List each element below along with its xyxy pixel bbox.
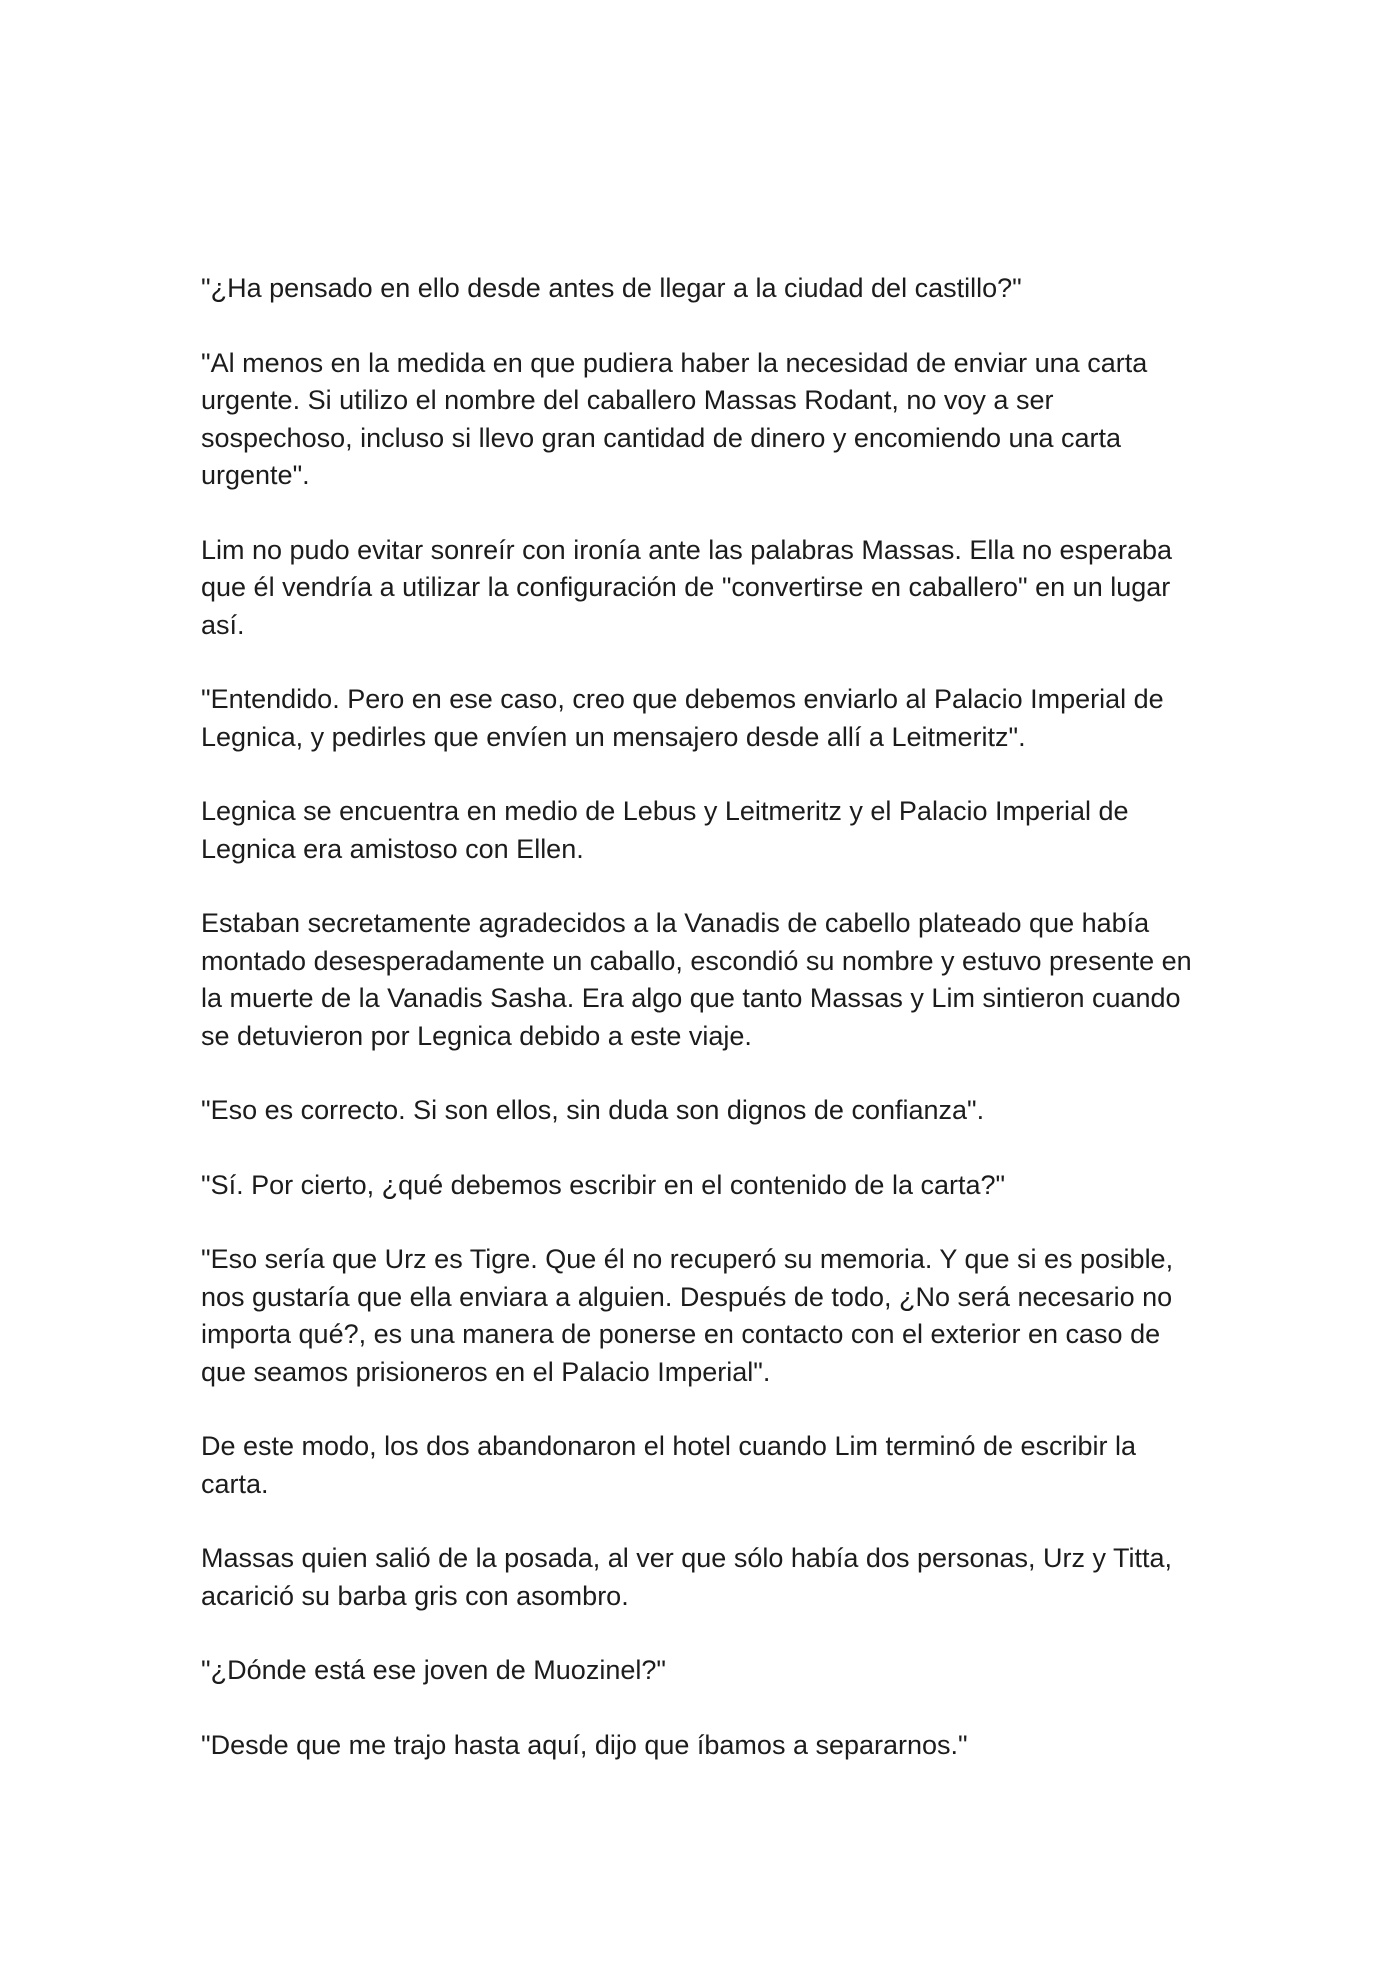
document-body bbox=[201, 270, 1206, 1801]
paragraph-6: Estaban secretamente agradecidos a la Vanadis de cabello plateado que había montado desesperadamente un caballo, escondió su nombre y estuvo presente en la muerte de la Vanadis Sasha. Era algo que tanto Massas y Lim sintieron cuando se detuvieron por Legnica debido a este viaje. bbox=[201, 908, 1192, 1051]
paragraph-7: "Eso es correcto. Si son ellos, sin duda son dignos de confianza". bbox=[201, 1095, 985, 1125]
paragraph-8: "Sí. Por cierto, ¿qué debemos escribir en el contenido de la carta?" bbox=[201, 1169, 1006, 1200]
paragraph-3: Lim no pudo evitar sonreír con ironía ante las palabras Massas. Ella no esperaba que él vendría a utilizar la configuración de "convertirse en caballero" en un lugar así. bbox=[201, 534, 1173, 640]
paragraph-5: Legnica se encuentra en medio de Lebus y Leitmeritz y el Palacio Imperial de Legnica era amistoso con Ellen. bbox=[201, 796, 1129, 864]
paragraph-2: "Al menos en la medida en que pudiera haber la necesidad de enviar una carta urgente. Si utilizo el nombre del caballero Massas Rodant, no voy a ser sospechoso, incluso si llevo gran cantidad de dinero y encomiendo una carta urgente". bbox=[201, 347, 1148, 490]
paragraph-13: "Desde que me trajo hasta aquí, dijo que íbamos a separarnos." bbox=[201, 1729, 968, 1760]
paragraph-11: Massas quien salió de la posada, al ver que sólo había dos personas, Urz y Titta, acarició su barba gris con asombro. bbox=[201, 1543, 1173, 1611]
paragraph-12: "¿Dónde está ese joven de Muozinel?" bbox=[201, 1655, 666, 1685]
paragraph-1: "¿Ha pensado en ello desde antes de llegar a la ciudad del castillo?" bbox=[201, 273, 1022, 303]
paragraph-9: "Eso sería que Urz es Tigre. Que él no recuperó su memoria. Y que si es posible, nos gustaría que ella enviara a alguien. Después de todo, ¿No será necesario no importa qué?, es una manera de ponerse en contacto con el exterior en caso de que seamos prisioneros en el Palacio Imperial". bbox=[201, 1244, 1174, 1387]
paragraph-10: De este modo, los dos abandonaron el hotel cuando Lim terminó de escribir la carta. bbox=[201, 1431, 1137, 1499]
paragraph-4: "Entendido. Pero en ese caso, creo que debemos enviarlo al Palacio Imperial de Legnica, y pedirles que envíen un mensajero desde allí a Leitmeritz". bbox=[201, 684, 1164, 752]
